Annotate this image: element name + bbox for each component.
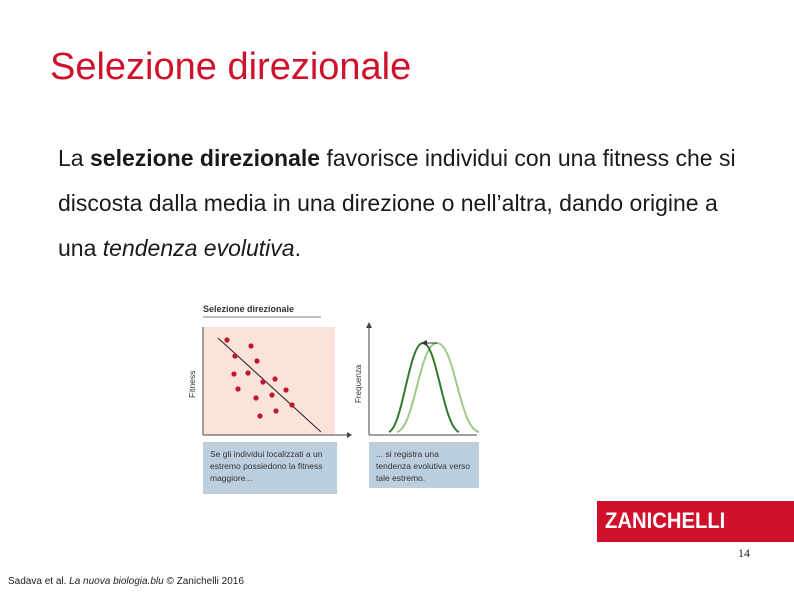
body-text-italic: tendenza evolutiva [102, 235, 295, 261]
directional-selection-figure [187, 298, 487, 498]
scatter-x-arrow [347, 432, 352, 438]
body-text-part2: favorisce individui con una fitness che si discosta dalla media in una direzione o nell’altra, dando origine a una [58, 145, 736, 261]
credit-suffix: © Zanichelli 2016 [163, 576, 244, 587]
slide-body-text [58, 136, 758, 271]
zanichelli-logo [597, 501, 794, 542]
body-text-part3: . [294, 235, 301, 261]
credit-prefix: Sadava et al. [8, 576, 70, 587]
page-number: 14 [738, 546, 750, 560]
frequency-axis-label: Frequenza [354, 364, 363, 403]
caption-right: ... si registra una tendenza evolutiva verso tale estremo. [369, 442, 479, 488]
credit-book-title: La nuova biologia.blu [69, 576, 164, 587]
body-text-part1: La [58, 145, 90, 171]
logo-text: ZANICHELLI [605, 508, 726, 533]
curve-before-selection [397, 343, 479, 432]
slide-title: Selezione direzionale [50, 46, 412, 88]
fitness-axis-label: Fitness [187, 370, 197, 398]
scatter-panel [203, 327, 335, 435]
caption-left: Se gli individui localizzati a un estremo possiedono la fitness maggiore... [203, 442, 337, 494]
frequency-y-arrow [366, 322, 372, 328]
body-text-bold: selezione direzionale [89, 145, 321, 171]
source-credit [8, 576, 244, 587]
figure-title: Selezione direzionale [203, 304, 295, 314]
shift-arrow-head [421, 340, 427, 346]
